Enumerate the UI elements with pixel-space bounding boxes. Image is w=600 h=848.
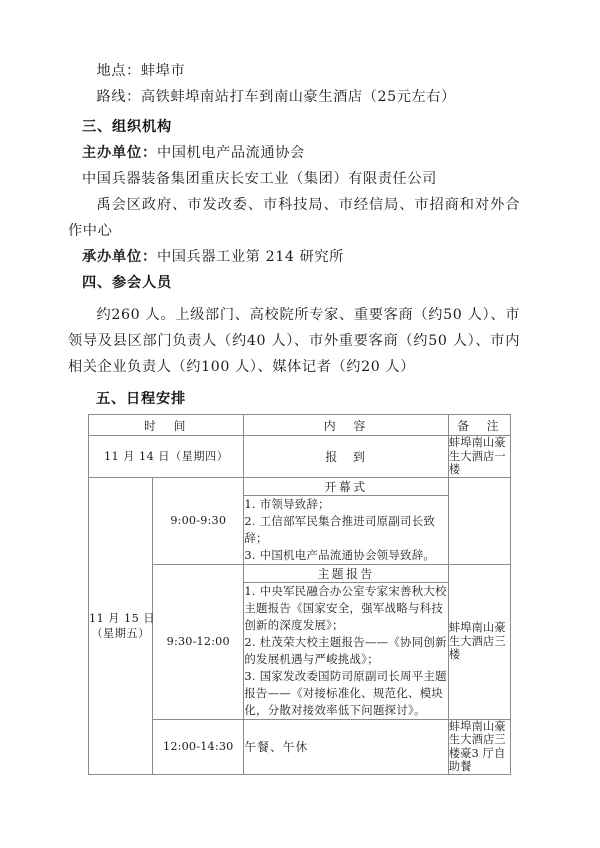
- list-item: 1. 中央军民融合办公室专家宋善秋大校主题报告《国家安全，强军战略与科技创新的深度发展》；: [244, 583, 447, 632]
- cell-remark: 蚌埠南山豪生大酒店一楼: [448, 436, 510, 478]
- line-host-unit: [68, 140, 520, 166]
- cell-content-title: 报 到: [244, 436, 448, 478]
- list-item: 3. 中国机电产品流通协会领导致辞。: [244, 547, 436, 562]
- heading-organization: 三、组织机构: [82, 119, 172, 135]
- organizer-unit-value: 中国兵器工业第 214 研究所: [156, 249, 344, 265]
- line-organizer-unit: [68, 244, 520, 270]
- cell-remark: 蚌埠南山豪生大酒店三楼豪3 厅自助餐: [448, 719, 510, 774]
- cell-time: 9:30-12:00: [153, 564, 244, 719]
- table-row: [89, 564, 511, 719]
- inner-list-row: [244, 582, 447, 719]
- cell-date-line1: 11 月 15 日: [89, 611, 156, 625]
- heading-attendees: 四、参会人员: [82, 275, 172, 291]
- host-unit-label: 主办单位：: [82, 145, 157, 161]
- host-unit-value: 中国机电产品流通协会: [156, 145, 305, 161]
- inner-title-row: [244, 478, 447, 496]
- list-item: 2. 杜茂荣大校主题报告——《协同创新的发展机遇与严峻挑战》；: [244, 634, 447, 666]
- line-host-unit-2: 中国兵器装备集团重庆长安工业（集团）有限责任公司: [82, 171, 437, 187]
- cell-date-line2: （星期五）: [91, 626, 150, 640]
- schedule-table-wrapper: [88, 414, 511, 775]
- inner-content-table: [244, 478, 447, 564]
- cell-content-title: 午餐、午休: [244, 719, 448, 774]
- line-host-unit-3: 禹会区政府、市发改委、市科技局、市经信局、市招商和对外合作中心: [68, 197, 520, 239]
- schedule-table: [88, 414, 511, 775]
- document-body: [68, 58, 520, 412]
- inner-title-row: [244, 565, 447, 583]
- organizer-unit-label: 承办单位：: [82, 249, 157, 265]
- column-header-content: 内 容: [244, 415, 448, 436]
- cell-date: 11 月 14 日（星期四）: [89, 436, 244, 478]
- inner-list-row: [244, 495, 447, 564]
- paragraph-attendees: 约260 人。上级部门、高校院所专家、重要客商（约50 人）、市领导及县区部门负责人（约40 人）、市外重要客商（约50 人）、市内相关企业负责人（约100 人）、媒体记者（约20 人）: [68, 307, 520, 375]
- line-route: 路线：高铁蚌埠南站打车到南山豪生酒店（25元左右）: [96, 89, 456, 105]
- column-header-time: 时 间: [89, 415, 244, 436]
- list-item: 3. 国家发改委国防司原副司长周平主题报告——《对接标准化、规范化、模块化，分散对接效率低下问题探讨》。: [244, 668, 447, 717]
- cell-time: 12:00-14:30: [153, 719, 244, 774]
- schedule-table-head: [89, 415, 511, 436]
- inner-content-list: [244, 495, 447, 564]
- schedule-table-body: [89, 436, 511, 775]
- list-item: 1. 市领导致辞；: [244, 496, 330, 511]
- cell-content: [244, 477, 448, 564]
- column-header-remark: 备 注: [448, 415, 510, 436]
- inner-content-title: 主题报告: [244, 565, 447, 583]
- inner-content-list: [244, 582, 447, 719]
- table-header-row: [89, 415, 511, 436]
- cell-time: 9:00-9:30: [153, 477, 244, 564]
- cell-content: [244, 564, 448, 719]
- cell-remark: 蚌埠南山豪生大酒店三楼: [448, 564, 510, 719]
- table-row: [89, 477, 511, 564]
- inner-content-table: [244, 565, 447, 719]
- table-row: [89, 719, 511, 774]
- list-item: 2. 工信部军民集合推进司原副司长致辞；: [244, 513, 436, 545]
- cell-date: [89, 477, 156, 774]
- table-row: [89, 436, 511, 478]
- line-location: 地点：蚌埠市: [96, 63, 186, 79]
- inner-content-title: 开幕式: [244, 478, 447, 496]
- heading-schedule: 五、日程安排: [96, 391, 186, 407]
- cell-remark: [448, 477, 510, 564]
